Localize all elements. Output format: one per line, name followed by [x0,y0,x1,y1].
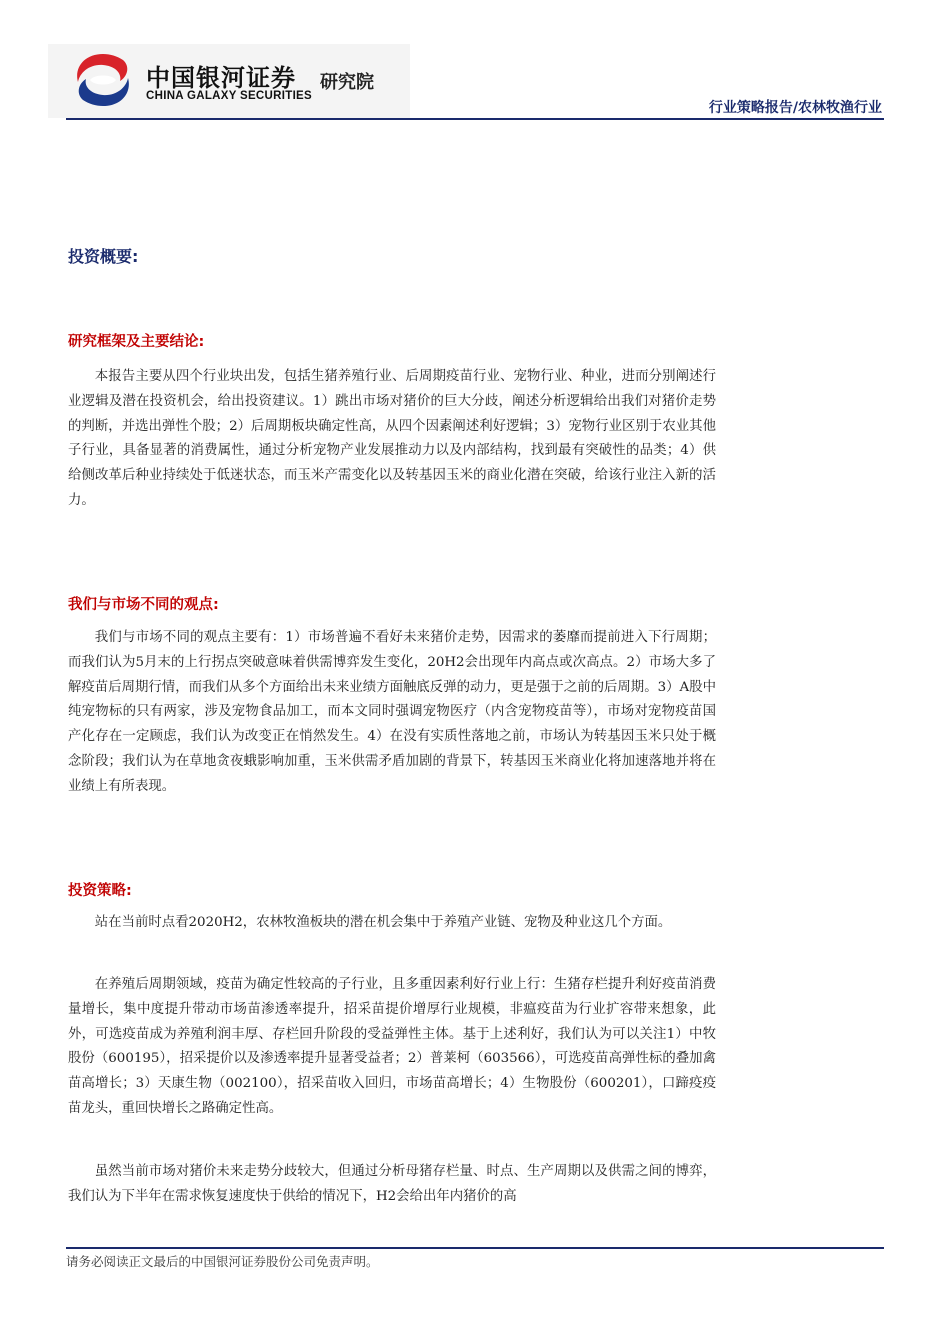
views-paragraph: 我们与市场不同的观点主要有：1）市场普遍不看好未来猪价走势，因需求的萎靡而提前进入下行周期；而我们认为5月末的上行拐点突破意味着供需博弈发生变化，20H2会出现年内高点或次高点。2）市场大多了解疫苗后周期行情，而我们从多个方面给出未来业绩方面触底反弹的动力，更是强于之前的后周期。3）A股中纯宠物标的只有两家，涉及宠物食品加工，而本文同时强调宠物医疗（内含宠物疫苗等），市场对宠物疫苗国产化存在一定顾虑，我们认为改变正在悄然发生。4）在没有实质性落地之前，市场认为转基因玉米只处于概念阶段；我们认为在草地贪夜蛾影响加重，玉米供需矛盾加剧的背景下，转基因玉米商业化将加速落地并将在业绩上有所表现。 [68,630,716,794]
company-logo [48,44,410,118]
section-title-strategy: 投资策略: [68,883,132,899]
report-type: 行业策略报告/农林牧渔行业 [708,100,882,116]
section-title-framework: 研究框架及主要结论: [68,334,205,350]
page-header [0,0,950,125]
galaxy-swirl-icon [70,50,136,110]
logo-english-name: CHINA GALAXY SECURITIES [146,90,313,102]
strategy-paragraph-3: 虽然当前市场对猪价未来走势分歧较大，但通过分析母猪存栏量、时点、生产周期以及供需之间的博弈，我们认为下半年在需求恢复速度快于供给的情况下，H2会给出年内猪价的高 [68,1164,716,1204]
overview-title: 投资概要: [68,247,139,266]
framework-paragraph: 本报告主要从四个行业块出发，包括生猪养殖行业、后周期疫苗行业、宠物行业、种业，进而分别阐述行业逻辑及潜在投资机会，给出投资建议。1）跳出市场对猪价的巨大分歧，阐述分析逻辑给出我们对猪价走势的判断，并选出弹性个股；2）后周期板块确定性高，从四个因素阐述利好逻辑；3）宠物行业区别于农业其他子行业，具备显著的消费属性，通过分析宠物产业发展推动力以及内部结构，找到最有突破性的品类；4）供给侧改革后种业持续处于低迷状态，而玉米产需变化以及转基因玉米的商业化潜在突破，给该行业注入新的活力。 [68,369,716,508]
header-divider [66,118,884,120]
section-title-views: 我们与市场不同的观点: [68,597,219,613]
institute-label: 研究院 [320,72,374,93]
footer-divider [66,1247,884,1249]
strategy-paragraph-1: 站在当前时点看2020H2，农林牧渔板块的潜在机会集中于养殖产业链、宠物及种业这几个方面。 [94,915,672,930]
logo-chinese-name: 中国银河证券 [146,64,296,92]
strategy-paragraph-2: 在养殖后周期领域，疫苗为确定性较高的子行业，且多重因素利好行业上行：生猪存栏提升利好疫苗消费量增长，集中度提升带动市场苗渗透率提升，招采苗提价增厚行业规模，非瘟疫苗为行业扩容带来想象，此外，可选疫苗成为养殖利润丰厚、存栏回升阶段的受益弹性主体。基于上述利好，我们认为可以关注1）中牧股份（600195），招采提价以及渗透率提升显著受益者；2）普莱柯（603566），可选疫苗高弹性标的叠加禽苗高增长；3）天康生物（002100），招采苗收入回归，市场苗高增长；4）生物股份（600201），口蹄疫疫苗龙头，重回快增长之路确定性高。 [68,977,716,1116]
footer-disclaimer: 请务必阅读正文最后的中国银河证券股份公司免责声明。 [66,1254,379,1269]
